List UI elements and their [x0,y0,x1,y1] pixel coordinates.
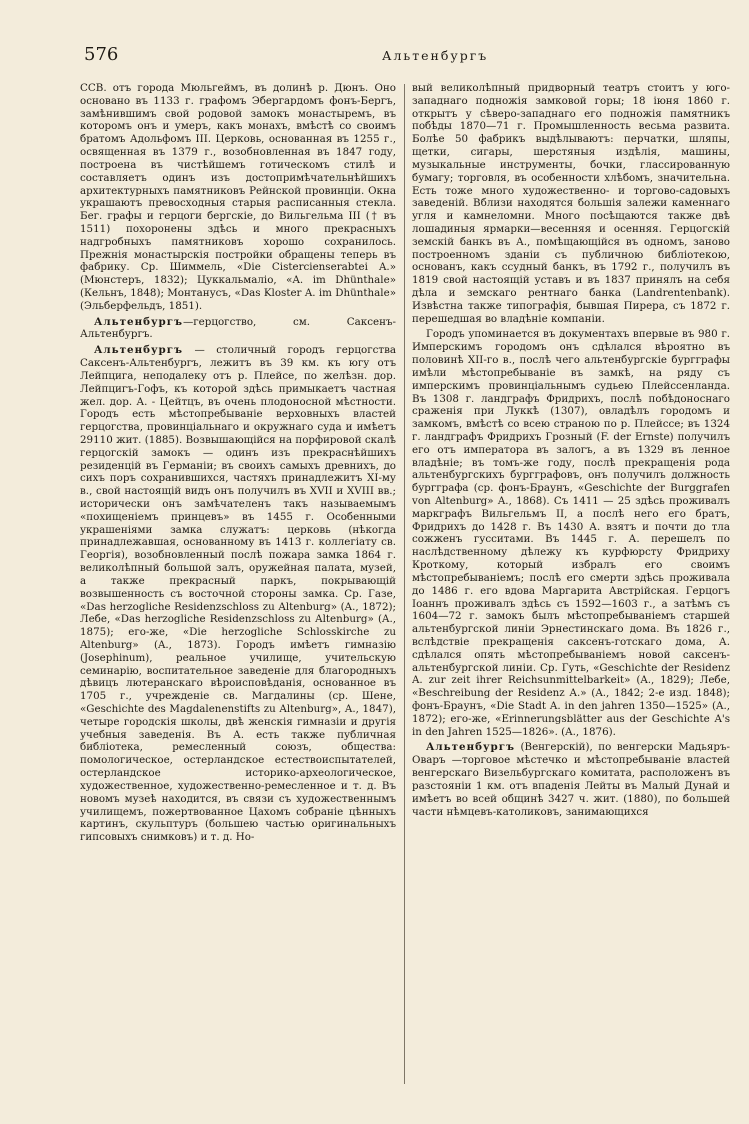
column-divider [404,84,405,1084]
article-headword: Альтенбургъ [426,741,515,754]
article-body: — столичный городъ герцогства Саксенъ-Альтенбургъ, лежитъ въ 39 км. къ югу отъ Лейпцига, неподалеку отъ р. Плейсе, по желѣзн. дор. Лейпцигъ-Гофъ, къ которой здѣсь примыкаетъ частная жел. дор. А. - Цейтцъ, въ очень плодоносной мѣстности. Городъ есть мѣстопребываніе верховныхъ властей герцогства, провинціальнаго и окружнаго суда и имѣетъ 29110 жит. (1885). Возвышающійся на порфировой скалѣ герцогскій замокъ — одинъ изъ прекраснѣйшихъ резиденцій въ Германіи; въ своихъ самыхъ древнихъ, до сихъ поръ сохранившихся, частяхъ принадлежитъ XI-му в., свой настоящій видъ онъ получилъ въ XVII и XVIII вв.; исторически онъ замѣчателенъ такъ называемымъ «похищеніемъ принцевъ» въ 1455 г. Особенными украшеніями замка служатъ: церковь (нѣкогда принадлежавшая, основанному въ 1413 г. коллегіату св. Георгія), возобновленный послѣ пожара замка 1864 г. великолѣпный большой залъ, оружейная палата, музей, а также прекрасный паркъ, покрывающій возвышенность съ восточной стороны замка. Ср. Газе, «Das herzogliche Residenzschloss zu Altenburg» (A., 1872); Лебе, «Das herzogliche Residenzschloss zu Altenburg» (A., 1875); его-же, «Die herzogliche Schlosskirche zu Altenburg» (A., 1873). Городъ имѣетъ гимназію (Josephinum), реальное училище, учительскую семинарію, воспитательное заведеніе для благородныхъ дѣвицъ лютеранскаго вѣроисповѣданія, основанное въ 1705 г., учрежденіе св. Магдалины (ср. Шене, «Geschichte des Magdalenenstifts zu Altenburg», A., 1847), четыре городскія школы, двѣ женскія гимназіи и другія учебныя заведенія. Въ А. есть также публичная библіотека, ремесленный союзъ, общества: помологическое, остерландское естествоиспытателей, остерландское историко-археологическое, художественное, художественно-ремесленное и т. д. Въ новомъ музеѣ находится, въ связи съ художественнымъ училищемъ, пожертвованное Цахомъ собраніе цѣнныхъ картинъ, скульптуръ (большею частью оригинальныхъ гипсовыхъ снимковъ) и т. д. Но- [80,344,396,844]
article-headword: Альтенбургъ [94,315,183,328]
left-column [80,82,396,1092]
article-entry-city [80,344,396,844]
article-body: (Венгерскій), по венгерски Мадьяръ-Оваръ —торговое мѣстечко и мѣстопребываніе властей венгерскаго Визельбургскаго комитата, расположенъ въ разстояніи 1 км. отъ впаденія Лейты въ Малый Дунай и имѣетъ во всей общинѣ 3427 ч. жит. (1880), по большей части нѣмцевъ-католиковъ, занимающихся [412,741,730,818]
page-number: 576 [84,44,119,65]
article-entry-duchy [80,316,396,342]
article-continuation: вый великолѣпный придворный театръ стоитъ у юго-западнаго подножія замковой горы; 18 іюня 1860 г. открытъ у сѣверо-западнаго его подножія памятникъ побѣды 1870—71 г. Промышленность весьма развита. Болѣе 50 фабрикъ выдѣлываютъ: перчатки, шляпы, щетки, сигары, шерстяныя издѣлія, машины, музыкальные инструменты, бочки, глассированную бумагу; торговля, въ особенности хлѣбомъ, значительна. Есть тоже много художественно- и торгово-садовыхъ заведеній. Вблизи находятся большія залежи каменнаго угля и камнеломни. Много посѣщаются также двѣ лошадиныя ярмарки—весенняя и осенняя. Герцогскій земскій банкъ въ А., помѣщающійся въ одномъ, заново построенномъ зданіи съ публичною библіотекою, основанъ, какъ ссудный банкъ, въ 1792 г., получилъ въ 1819 свой настоящій уставъ и въ 1837 принялъ на себя дѣла и земскаго рентнаго банка (Landrentenbank). Извѣстна также типографія, бывшая Пирера, съ 1872 г. перешедшая во владѣніе компаніи. [412,82,730,325]
article-headword: Альтенбургъ [94,344,183,357]
running-title: Альтенбургъ [382,48,489,63]
page-header [84,44,709,70]
right-column [412,82,730,1092]
article-entry-hungarian [412,741,730,818]
article-continuation: ССВ. отъ города Мюльгеймъ, въ долинѣ р. Дюнъ. Оно основано въ 1133 г. графомъ Эбергардомъ фонъ-Бергъ, замѣнившимъ свой родовой замокъ монастыремъ, въ которомъ онъ и умеръ, какъ монахъ, вмѣстѣ со своимъ братомъ Адольфомъ III. Церковь, основанная въ 1255 г., освященная въ 1379 г., возобновленная въ 1847 году, построена въ чистѣйшемъ готическомъ стилѣ и составляетъ одинъ изъ достопримѣчательнѣйшихъ архитектурныхъ памятниковъ Рейнской провинціи. Окна украшаютъ превосходныя старыя расписанныя стекла. Бег. графы и герцоги бергскіе, до Вильгельма III († въ 1511) похоронены здѣсь и много прекрасныхъ надгробныхъ памятниковъ хорошо сохранилось. Прежнія монастырскія постройки обращены теперь въ фабрику. Ср. Шиммель, «Die Cistercienserabtei A.» (Мюнстеръ, 1832); Цуккальмаліо, «A. im Dhünthale» (Кельнъ, 1848); Монтанусъ, «Das Kloster A. im Dhünthale» (Эльберфельдъ, 1851). [80,82,396,312]
article-history-paragraph: Городъ упоминается въ документахъ впервые въ 980 г. Имперскимъ городомъ онъ сдѣлался вѣроятно въ половинѣ XII-го в., послѣ чего альтенбургскіе бургграфы имѣли мѣстопребываніе въ замкѣ, на ряду съ имперскимъ провинціальнымъ судьею Плейссенланда. Въ 1308 г. ландграфъ Фридрихъ, послѣ побѣдоноснаго сраженія при Луккѣ (1307), овладѣлъ городомъ и замкомъ, вмѣстѣ со всею страною по р. Плейссе; въ 1324 г. ландграфъ Фридрихъ Грозный (F. der Ernste) получилъ его отъ императора въ залогъ, а въ 1329 въ ленное владѣніе; въ томъ-же году, послѣ прекращенія рода альтенбургскихъ бургграфовъ, онъ получилъ должность бургграфа (ср. фонъ-Браунъ, «Geschichte der Burggrafen von Altenburg» A., 1868). Съ 1411 — 25 здѣсь проживалъ маркграфъ Вильгельмъ II, а послѣ него его братъ, Фридрихъ до 1428 г. Въ 1430 А. взятъ и почти до тла сожженъ гусситами. Въ 1445 г. А. перешелъ по наслѣдственному дѣлежу къ курфюрсту Фридриху Кроткому, который избралъ его своимъ мѣстопребываніемъ; послѣ его смерти здѣсь проживала до 1486 г. его вдова Маргарита Австрійская. Герцогъ Іоаннъ проживалъ здѣсь съ 1592—1603 г., а затѣмъ съ 1604—72 г. замокъ былъ мѣстопребываніемъ старшей альтенбургской линіи Эрнестинскаго дома. Въ 1826 г., вслѣдствіе прекращенія саксенъ-готскаго дома, А. сдѣлался опять мѣстопребываніемъ новой саксенъ-альтенбургской линіи. Ср. Гуть, «Geschichte der Residenz A. zur zeit ihrer Reichsunmittelbarkeit» (A., 1829); Лебе, «Beschreibung der Residenz A.» (A., 1842; 2-е изд. 1848); фонъ-Браунъ, «Die Stadt A. in den jahren 1350—1525» (A., 1872); его-же, «Erinnerungsblätter aus der Geschichte A's in den Jahren 1525—1826». (A., 1876). [412,328,730,738]
article-body: —герцогство, см. Саксенъ-Альтенбургъ. [80,315,396,341]
